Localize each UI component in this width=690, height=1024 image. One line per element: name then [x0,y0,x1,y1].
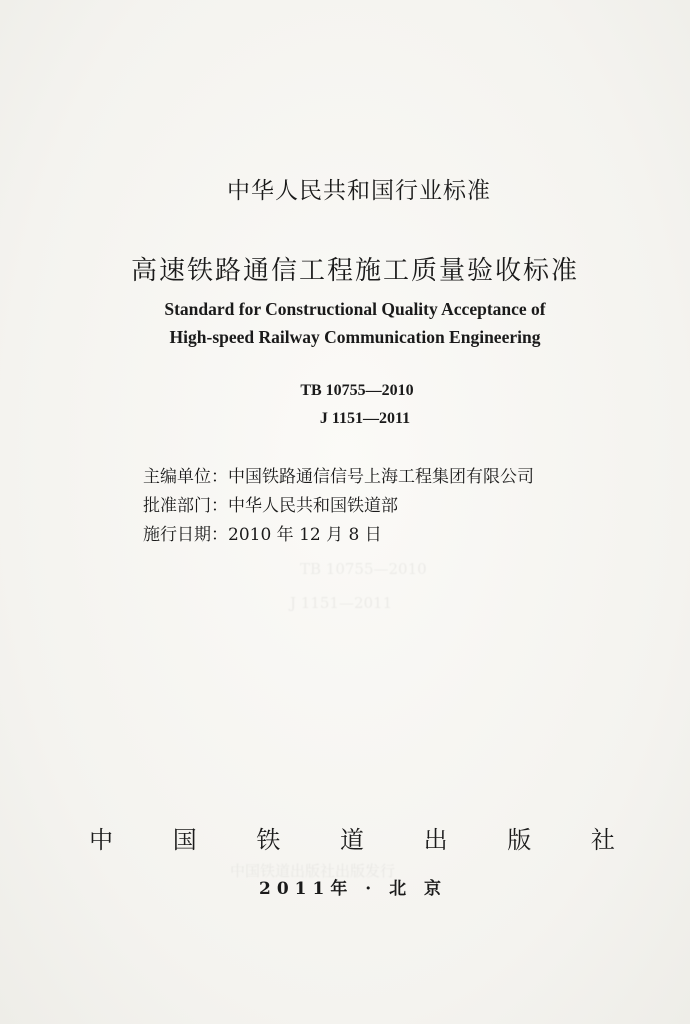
title-english-line-2: High-speed Railway Communication Engineering [169,327,541,347]
title-chinese: 高速铁路通信工程施工质量验收标准 [130,256,579,286]
approval-department: 批准部门：中华人民共和国铁道部 [143,496,398,516]
bleed-through-text: 中国铁道出版社出版发行 [230,862,396,880]
title-english-line-1: Standard for Constructional Quality Acceptance of [164,299,546,319]
publication-year-place: 2011年 · 北 京 [259,879,447,899]
publisher-name: 中 国 铁 道 出 版 社 [89,826,641,854]
standard-category: 中华人民共和国行业标准 [227,178,491,204]
bleed-through-text: J 1151—2011 [290,594,393,612]
standard-code: TB 10755—2010 [300,382,414,399]
chief-editor-unit: 主编单位：中国铁路通信信号上海工程集团有限公司 [143,467,534,487]
implementation-date: 施行日期：2010 年 12 月 8 日 [143,525,382,545]
record-code: J 1151—2011 [319,410,411,427]
bleed-through-text: TB 10755—2010 [300,560,427,578]
